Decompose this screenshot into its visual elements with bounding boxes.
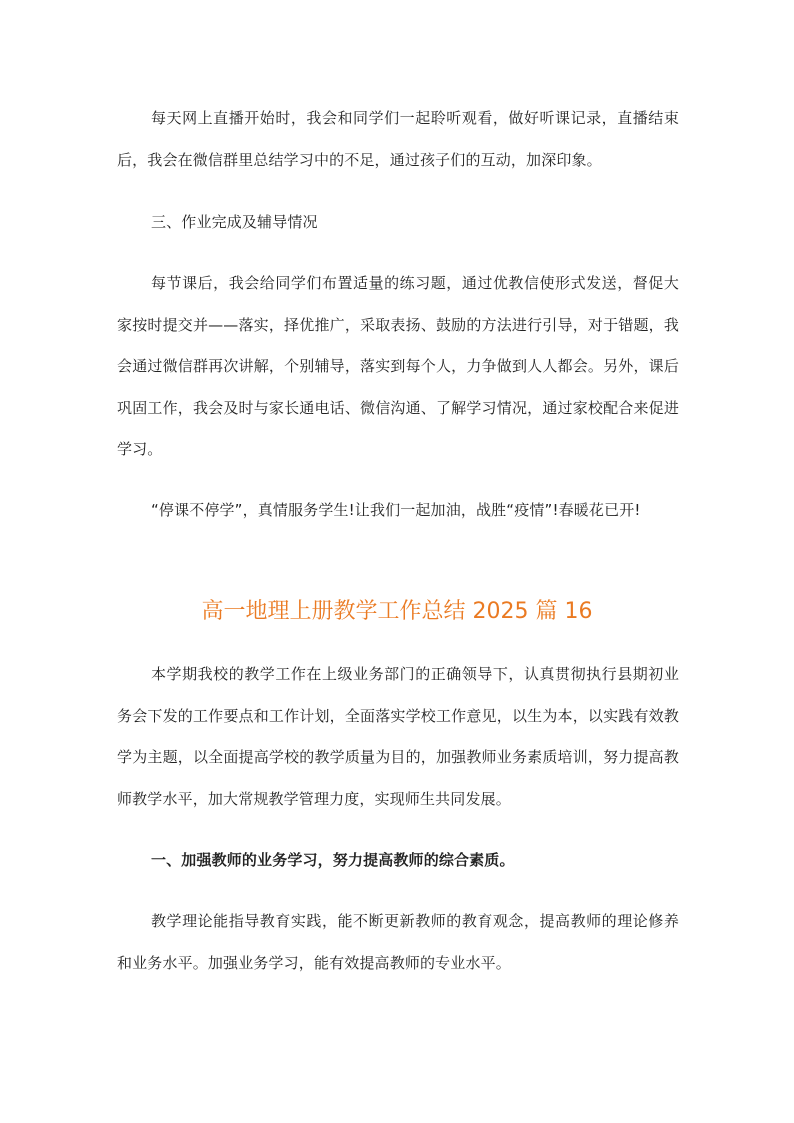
subheading-homework: 三、作业完成及辅导情况 <box>151 213 318 231</box>
section-title: 高一地理上册教学工作总结 2025 篇 16 <box>201 599 593 624</box>
paragraph-closing: “停课不停学”，真情服务学生!让我们一起加油，战胜“疫情”!春暖花已开! <box>151 501 641 519</box>
paragraph-teacher-study: 教学理论能指导教育实践，能不断更新教师的教育观念，提高教师的理论修养和业务水平。加强业务学习，能有效提高教师的专业水平。 <box>117 912 679 972</box>
paragraph-live-stream: 每天网上直播开始时，我会和同学们一起聆听观看，做好听课记录，直播结束后，我会在微信群里总结学习中的不足，通过孩子们的互动，加深印象。 <box>117 109 679 169</box>
paragraph-intro: 本学期我校的教学工作在上级业务部门的正确领导下，认真贯彻执行县期初业务会下发的工作要点和工作计划，全面落实学校工作意见，以生为本，以实践有效教学为主题，以全面提高学校的教学质量为目的，加强教师业务素质培训，努力提高教师教学水平，加大常规教学管理力度，实现师生共同发展。 <box>117 665 679 808</box>
subheading-teacher-study: 一、加强教师的业务学习，努力提高教师的综合素质。 <box>151 851 515 869</box>
paragraph-homework: 每节课后，我会给同学们布置适量的练习题，通过优教信使形式发送，督促大家按时提交并——落实，择优推广，采取表扬、鼓励的方法进行引导，对于错题，我会通过微信群再次讲解，个别辅导，落实到每个人，力争做到人人都会。另外，课后巩固工作，我会及时与家长通电话、微信沟通、了解学习情况，通过家校配合来促进学习。 <box>117 274 679 458</box>
